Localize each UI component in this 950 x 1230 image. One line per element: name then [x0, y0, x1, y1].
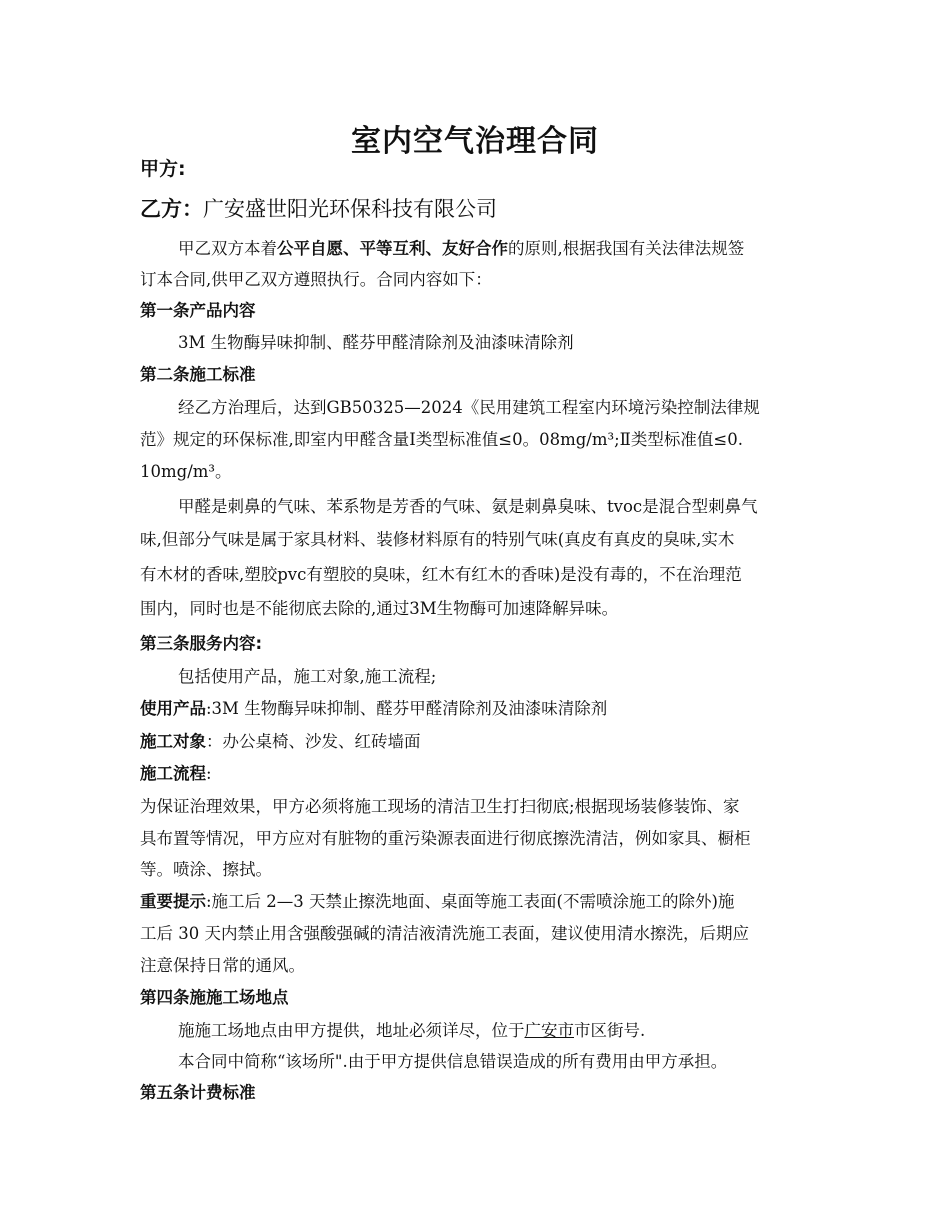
article-3-heading: 第三条服务内容: [140, 634, 263, 653]
notice-line3: 注意保持日常的通风。 [140, 956, 305, 975]
intro-line-2: 订本合同,供甲乙双方遵照执行。合同内容如下： [140, 270, 492, 289]
process-colon: : [206, 764, 212, 783]
product-line [140, 696, 820, 722]
product-text: :3M 生物酶异味抑制、醛芬甲醛清除剂及油漆味清除剂 [206, 699, 608, 718]
party-b-label: 乙方： [140, 197, 203, 221]
article-3-text: 包括使用产品，施工对象,施工流程; [178, 667, 437, 686]
city-field: 广安市 [524, 1021, 574, 1040]
article-2-p2-line3: 有木材的香味,塑胶pvc有塑胶的臭味，红木有红木的香味)是没有毒的，不在治理范 [140, 565, 742, 584]
object-line [140, 729, 820, 755]
article-4-heading: 第四条施施工场地点 [140, 988, 289, 1007]
process-label: 施工流程 [140, 764, 206, 783]
process-line3: 等。喷涂、擦拭。 [140, 860, 272, 879]
article-4-text-post: 市区街号. [574, 1021, 646, 1040]
article-4-line1 [178, 1018, 820, 1044]
article-2-p1-line2: 范》规定的环保标准,即室内甲醛含量Ⅰ类型标准值≤0。08mg/m³;Ⅱ类型标准值≤0. [140, 430, 743, 449]
process-line1: 为保证治理效果，甲方必须将施工现场的清洁卫生打扫彻底;根据现场装修装饰、家 [140, 797, 740, 816]
object-label: 施工对象 [140, 732, 206, 751]
intro-text-post: 的原则,根据我国有关法律法规签 [508, 239, 745, 258]
notice-line1 [140, 889, 820, 915]
article-4-line2: 本合同中简称“该场所".由于甲方提供信息错误造成的所有费用由甲方承担。 [178, 1052, 728, 1071]
process-line2: 具布置等情况，甲方应对有脏物的重污染源表面进行彻底擦洗清洁，例如家具、橱柜 [140, 829, 751, 848]
notice-label: 重要提示 [140, 892, 206, 911]
intro-principles: 公平自愿、平等互利、友好合作 [277, 239, 508, 258]
product-label: 使用产品 [140, 699, 206, 718]
document-title: 室内空气治理合同 [351, 124, 599, 159]
article-1-heading: 第一条产品内容 [140, 301, 256, 320]
article-2-p1-line3: 10mg/m³。 [140, 462, 232, 481]
article-1-text: 3M 生物酶异味抑制、醛芬甲醛清除剂及油漆味清除剂 [178, 333, 574, 352]
article-2-p2-line2: 味,但部分气味是属于家具材料、装修材料原有的特别气味(真皮有真皮的臭味,实木 [140, 530, 735, 549]
party-a-label: 甲方: [140, 158, 186, 180]
intro-line-1 [178, 236, 820, 262]
article-2-p2-line1: 甲醛是刺鼻的气味、苯系物是芳香的气味、氨是刺鼻臭味、tvoc是混合型刺鼻气 [178, 497, 758, 516]
notice-text-1: :施工后 2—3 天禁止擦洗地面、桌面等施工表面(不需喷涂施工的除外)施 [206, 892, 735, 911]
notice-line2: 工后 30 天内禁止用含强酸强碱的清洁液清洗施工表面，建议使用清水擦洗，后期应 [140, 924, 749, 943]
article-5-heading: 第五条计费标准 [140, 1083, 256, 1102]
party-b-line [140, 196, 820, 222]
object-text: ：办公桌椅、沙发、红砖墙面 [206, 732, 421, 751]
party-b-name: 广安盛世阳光环保科技有限公司 [203, 197, 497, 221]
article-2-p2-line4: 围内，同时也是不能彻底去除的,通过3M生物酶可加速降解异味。 [140, 599, 619, 618]
intro-text-pre: 甲乙双方本着 [178, 239, 277, 258]
article-4-text-pre: 施施工场地点由甲方提供，地址必须详尽，位于 [178, 1021, 525, 1040]
process-heading-line [140, 761, 820, 787]
article-2-heading: 第二条施工标准 [140, 365, 256, 384]
article-2-p1-line1: 经乙方治理后，达到GB50325—2024《民用建筑工程室内环境污染控制法律规 [178, 398, 760, 417]
